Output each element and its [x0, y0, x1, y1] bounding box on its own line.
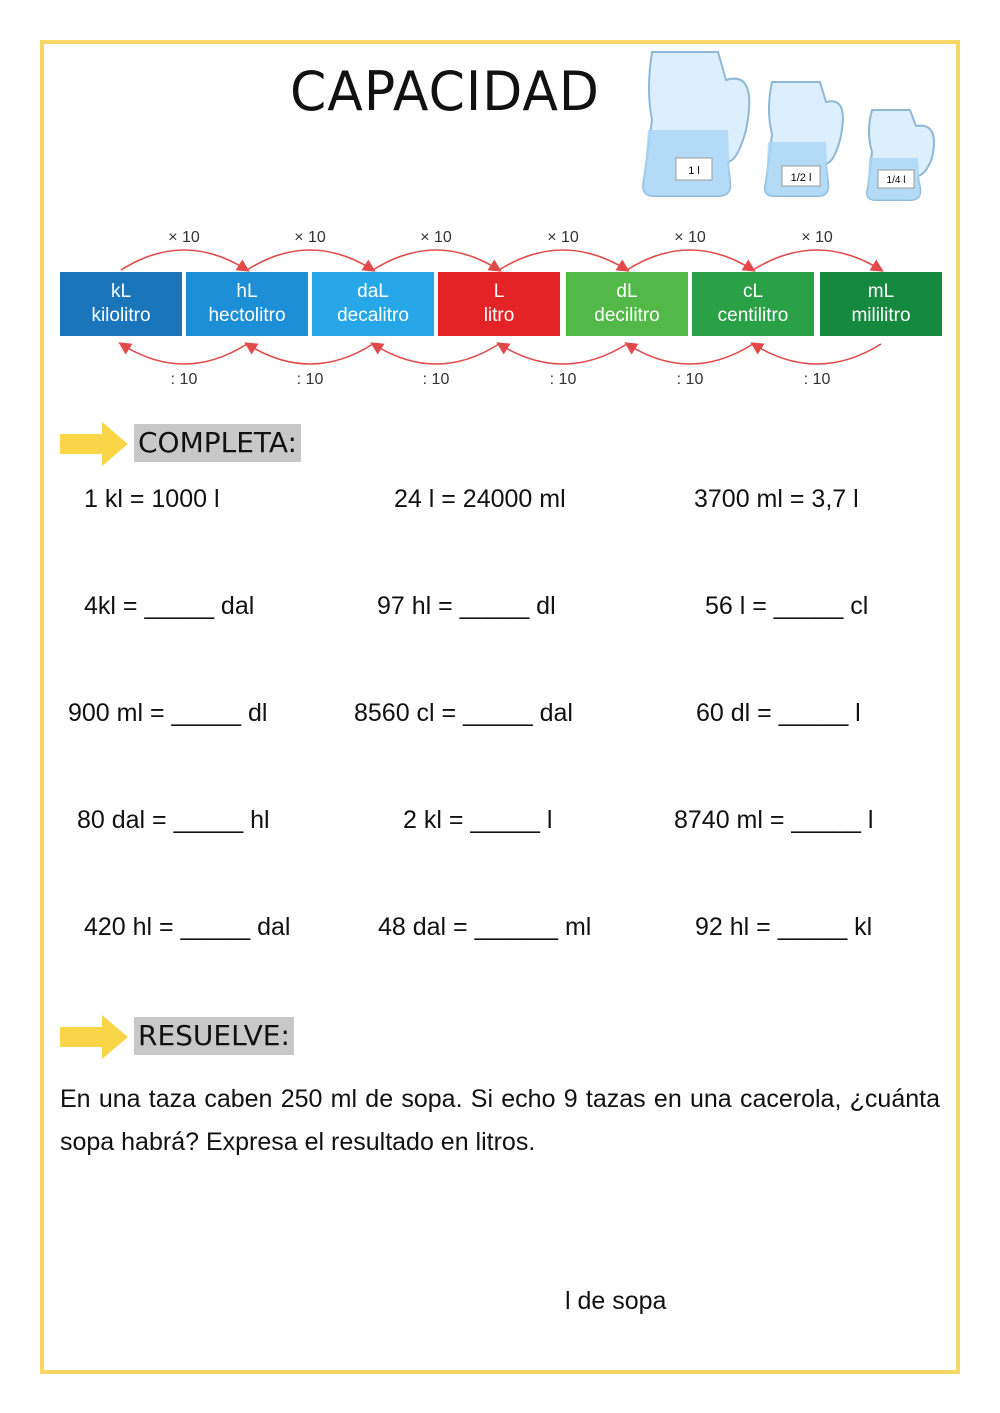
unit-name: litro [483, 305, 515, 326]
equation: 1 kl = 1000 l [84, 485, 220, 513]
multiply-arrow [121, 250, 247, 270]
equation: 900 ml = _____ dl [68, 699, 268, 727]
word-problem: En una taza caben 250 ml de sopa. Si echo 9 tazas en una cacerola, ¿cuánta sopa habrá? Expresa el resultado en litros. [60, 1085, 940, 1156]
multiply-arrow [753, 250, 881, 270]
divide-arrow [247, 344, 373, 364]
multiply-arrow [499, 250, 627, 270]
unit-abbr: hL [236, 281, 258, 302]
divide-label: : 10 [296, 371, 324, 388]
divide-arrow [753, 344, 881, 364]
unit-name: mililitro [851, 305, 911, 326]
divide-label: : 10 [170, 371, 198, 388]
divide-arrow [499, 344, 627, 364]
equation: 92 hl = _____ kl [695, 913, 873, 941]
divide-arrow [627, 344, 753, 364]
multiply-label: × 10 [801, 229, 833, 246]
multiply-arrow [247, 250, 373, 270]
unit-centilitro [692, 272, 814, 336]
multiply-label: × 10 [168, 229, 200, 246]
unit-name: hectolitro [208, 305, 286, 326]
unit-mililitro [820, 272, 942, 336]
divide-label: : 10 [803, 371, 831, 388]
page-title: CAPACIDAD [290, 60, 600, 124]
unit-abbr: cL [742, 281, 764, 302]
divide-arrow [373, 344, 499, 364]
unit-name: decilitro [594, 305, 660, 326]
unit-abbr: daL [357, 281, 389, 302]
unit-decilitro [566, 272, 688, 336]
multiply-label: × 10 [674, 229, 706, 246]
equation: 80 dal = _____ hl [77, 806, 270, 834]
equation: 56 l = _____ cl [705, 592, 869, 620]
divide-label: : 10 [549, 371, 577, 388]
equation: 2 kl = _____ l [403, 806, 553, 834]
equation: 48 dal = ______ ml [378, 913, 592, 941]
equation: 8560 cl = _____ dal [354, 699, 573, 727]
equation: 8740 ml = _____ l [674, 806, 874, 834]
multiply-label: × 10 [420, 229, 452, 246]
answer-unit: l de sopa [565, 1287, 667, 1315]
equation: 60 dl = _____ l [696, 699, 861, 727]
section-complete-title: COMPLETA: [134, 424, 301, 462]
equation: 4kl = _____ dal [84, 592, 255, 620]
right-arrow-icon [60, 1015, 130, 1059]
equation: 420 hl = _____ dal [84, 913, 291, 941]
multiply-arrow [373, 250, 499, 270]
divide-label: : 10 [422, 371, 450, 388]
equation: 3700 ml = 3,7 l [694, 485, 859, 513]
equation: 97 hl = _____ dl [377, 592, 556, 620]
unit-scale [60, 272, 942, 336]
multiply-label: × 10 [294, 229, 326, 246]
unit-abbr: kL [110, 281, 132, 302]
jugs-illustration [640, 50, 950, 210]
multiply-arrow [627, 250, 753, 270]
jug-half-l [765, 82, 843, 196]
unit-hectolitro [186, 272, 308, 336]
unit-abbr: L [493, 281, 505, 302]
section-solve-title: RESUELVE: [134, 1017, 294, 1055]
unit-abbr: mL [867, 281, 895, 302]
unit-decalitro [312, 272, 434, 336]
jug-quarter-l [867, 110, 934, 200]
jug-label: 1 l [688, 165, 700, 177]
unit-litro [438, 272, 560, 336]
jug-label: 1/4 l [886, 175, 906, 186]
jug-label: 1/2 l [790, 172, 812, 184]
unit-abbr: dL [616, 281, 638, 302]
unit-name: kilolitro [91, 305, 151, 326]
unit-name: decalitro [337, 305, 409, 326]
divide-arrow [121, 344, 247, 364]
right-arrow-icon [60, 422, 130, 466]
divide-label: : 10 [676, 371, 704, 388]
multiply-label: × 10 [547, 229, 579, 246]
unit-name: centilitro [717, 305, 789, 326]
equation: 24 l = 24000 ml [394, 485, 566, 513]
jug-1l [643, 52, 749, 196]
unit-kilolitro [60, 272, 182, 336]
